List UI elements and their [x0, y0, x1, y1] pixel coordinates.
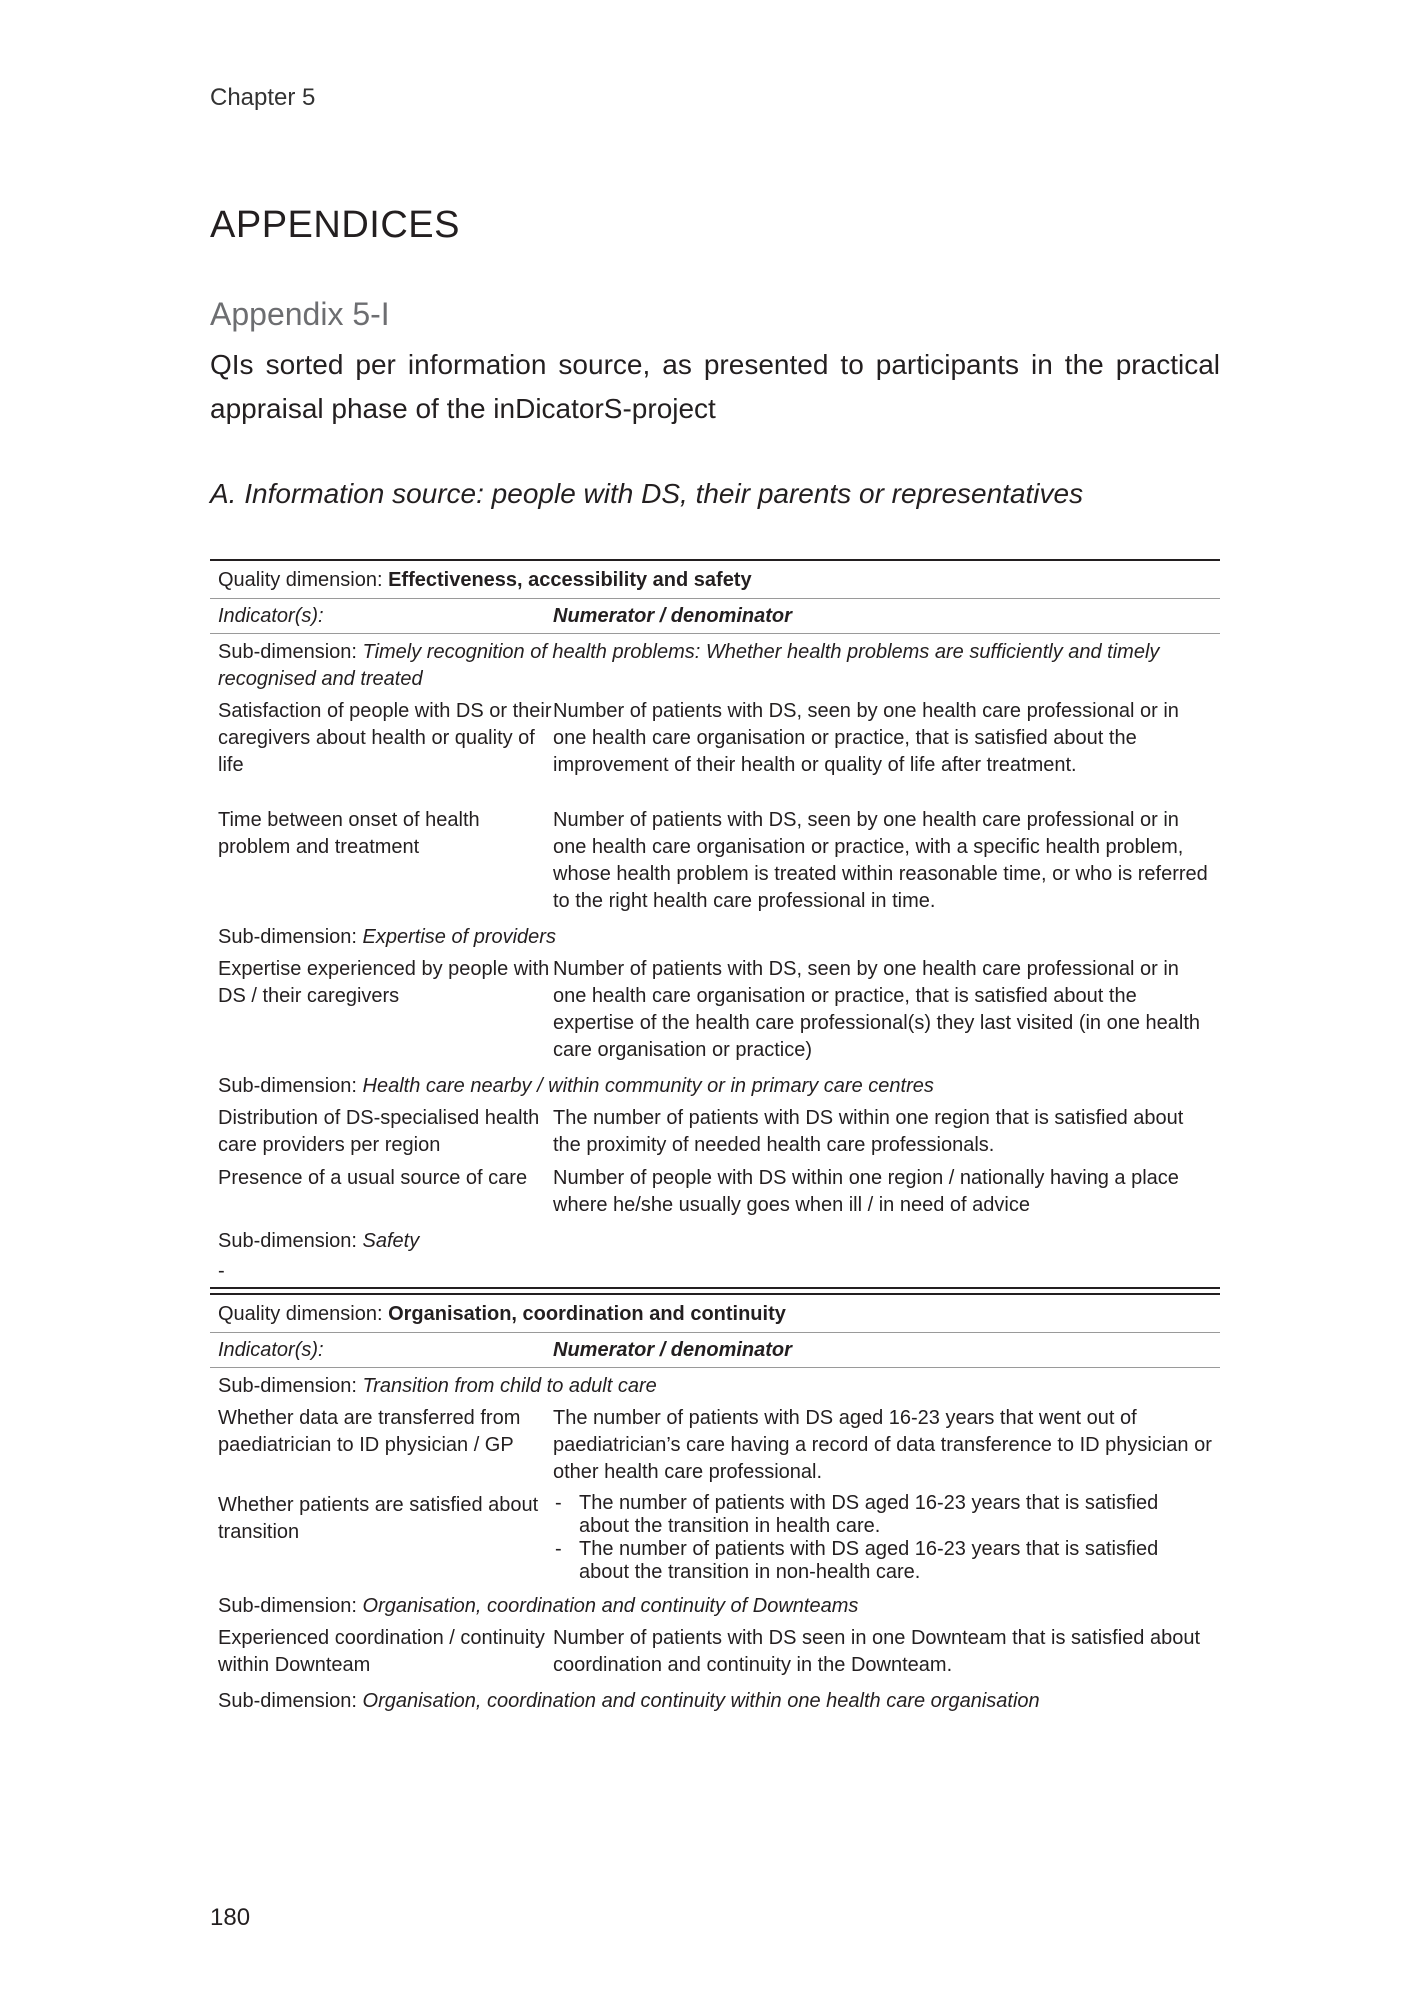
empty-dash-row: -	[210, 1258, 1220, 1289]
measure-cell: Number of patients with DS, seen by one health care professional or in one health care organisation or practice, that is satisfied about the expertise of the health care professional(s) they last visited (in one health care organisation or practice)	[553, 958, 1201, 1061]
sub-dimension-value: Expertise of providers	[362, 926, 556, 948]
quality-table-effectiveness	[210, 559, 1220, 1289]
table-header-row	[210, 1333, 1220, 1368]
indicator-row	[210, 954, 1220, 1068]
measure-cell: The number of patients with DS within one region that is satisfied about the proximity of needed health care professionals.	[553, 1107, 1184, 1156]
quality-dimension-row	[210, 1293, 1220, 1333]
appendix-heading: Appendix 5-I	[210, 296, 390, 332]
sub-dimension-row	[210, 1588, 1220, 1623]
sub-dimension-row	[210, 634, 1220, 696]
indicator-cell: Distribution of DS-specialised health care providers per region	[218, 1107, 540, 1156]
sub-dimension-value: Organisation, coordination and continuity within one health care organisation	[362, 1690, 1040, 1712]
quality-dimension-label: Quality dimension:	[218, 1303, 389, 1325]
measure-bullet: - The number of patients with DS aged 16-23 years that is satisfied about the transition in non-health care.	[553, 1538, 1212, 1584]
indicator-cell: Whether patients are satisfied about transition	[218, 1494, 539, 1543]
indicator-column-header: Indicator(s):	[218, 1339, 324, 1361]
indicator-cell: Whether data are transferred from paediatrician to ID physician / GP	[218, 1407, 521, 1456]
running-header: Chapter 5	[210, 84, 316, 111]
quality-dimension-row	[210, 559, 1220, 599]
sub-dimension-row	[210, 1223, 1220, 1258]
indicator-cell: Experienced coordination / continuity within Downteam	[218, 1627, 545, 1676]
sub-dimension-label: Sub-dimension:	[218, 1230, 363, 1252]
sub-dimension-value: Safety	[362, 1230, 420, 1252]
sub-dimension-row	[210, 1683, 1220, 1718]
row-spacer	[210, 783, 1220, 805]
numerator-column-header: Numerator / denominator	[553, 605, 792, 627]
quality-dimension-label: Quality dimension:	[218, 569, 389, 591]
page-number: 180	[210, 1904, 251, 1931]
indicator-row	[210, 1623, 1220, 1683]
sub-dimension-label: Sub-dimension:	[218, 1375, 363, 1397]
sub-dimension-row	[210, 919, 1220, 954]
indicator-row	[210, 1403, 1220, 1490]
sub-dimension-value: Health care nearby / within community or in primary care centres	[362, 1075, 934, 1097]
page-title: APPENDICES	[210, 204, 460, 246]
quality-table-organisation	[210, 1293, 1220, 1718]
measure-cell: Number of patients with DS seen in one Downteam that is satisfied about coordination and continuity in the Downteam.	[553, 1627, 1201, 1676]
sub-dimension-row	[210, 1368, 1220, 1403]
numerator-column-header: Numerator / denominator	[553, 1339, 792, 1361]
sub-dimension-label: Sub-dimension:	[218, 1690, 363, 1712]
sub-dimension-label: Sub-dimension:	[218, 1075, 363, 1097]
indicator-cell: Satisfaction of people with DS or their caregivers about health or quality of life	[218, 700, 552, 776]
indicator-row	[210, 696, 1220, 783]
indicator-row	[210, 1163, 1220, 1223]
sub-dimension-row	[210, 1068, 1220, 1103]
sub-dimension-label: Sub-dimension:	[218, 1595, 363, 1617]
measure-cell: Number of people with DS within one region / nationally having a place where he/she usually goes when ill / in need of advice	[553, 1167, 1179, 1216]
measure-cell: Number of patients with DS, seen by one health care professional or in one health care organisation or practice, with a specific health problem, whose health problem is treated within reasonable time, or who is referred to the right health care professional in time.	[553, 809, 1208, 912]
section-heading: A. Information source: people with DS, their parents or representatives	[210, 478, 1084, 509]
measure-bullet-list	[553, 1492, 1212, 1584]
quality-dimension-value: Organisation, coordination and continuity	[388, 1303, 786, 1325]
table-header-row	[210, 599, 1220, 634]
indicator-column-header: Indicator(s):	[218, 605, 324, 627]
sub-dimension-label: Sub-dimension:	[218, 641, 363, 663]
indicator-cell: Expertise experienced by people with DS / their caregivers	[218, 958, 550, 1007]
sub-dimension-value: Transition from child to adult care	[362, 1375, 657, 1397]
measure-cell	[553, 1492, 1212, 1584]
indicator-row	[210, 1103, 1220, 1163]
appendix-subtitle: QIs sorted per information source, as presented to participants in the practical appraisal phase of the inDicatorS-project	[210, 349, 1220, 424]
indicator-cell: Presence of a usual source of care	[218, 1167, 528, 1189]
sub-dimension-value: Organisation, coordination and continuity of Downteams	[362, 1595, 859, 1617]
measure-bullet: - The number of patients with DS aged 16-23 years that is satisfied about the transition in health care.	[553, 1492, 1212, 1538]
sub-dimension-value: Timely recognition of health problems: Whether health problems are sufficiently and timely recognised and treated	[218, 641, 1160, 690]
measure-cell: The number of patients with DS aged 16-23 years that went out of paediatrician’s care having a record of data transference to ID physician or other health care professional.	[553, 1407, 1212, 1483]
indicator-row	[210, 1490, 1220, 1588]
quality-dimension-value: Effectiveness, accessibility and safety	[388, 569, 752, 591]
indicator-cell: Time between onset of health problem and treatment	[218, 809, 480, 858]
measure-cell: Number of patients with DS, seen by one health care professional or in one health care organisation or practice, that is satisfied about the improvement of their health or quality of life after treatment.	[553, 700, 1179, 776]
indicator-row	[210, 805, 1220, 919]
sub-dimension-label: Sub-dimension:	[218, 926, 363, 948]
